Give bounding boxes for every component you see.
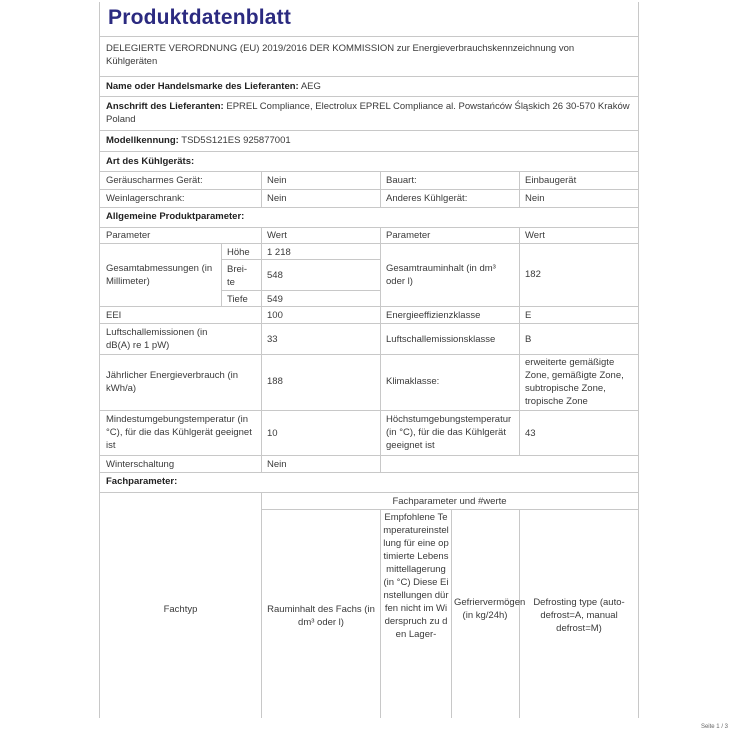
noise-class-label: Luftschallemissionsklasse xyxy=(386,334,496,345)
climate-label: Klimaklasse: xyxy=(386,376,440,387)
min-temp-value: 10 xyxy=(267,428,278,439)
climate-value: erweiterte gemäßigte Zone, gemäßigte Zone, subtropische Zone, tropische Zone xyxy=(525,357,624,407)
volume-label: Gesamtrauminhalt (in dm³ oder l) xyxy=(386,263,496,287)
noise-label: Luftschallemissionen (in dB(A) re 1 pW) xyxy=(106,327,208,351)
type-heading-row xyxy=(100,151,638,171)
supplier-address-row xyxy=(100,96,638,130)
supplier-address-label: Anschrift des Lieferanten: xyxy=(106,101,224,112)
max-temp-value: 43 xyxy=(525,428,536,439)
general-heading: Allgemeine Produktparameter: xyxy=(106,211,245,222)
param-header-row xyxy=(100,227,638,243)
energy-row xyxy=(100,354,638,410)
eei-row xyxy=(100,306,638,323)
depth-value: 549 xyxy=(267,294,283,305)
compartment-table xyxy=(100,492,638,718)
compartment-defrost-header: Defrosting type (auto-defrost=A, manual defrost=M) xyxy=(533,597,625,634)
height-value: 1 218 xyxy=(267,247,291,258)
supplier-address-value: EPREL Compliance, Electrolux EPREL Compliance al. Powstańców Śląskich 26 30-570 Kraków Poland xyxy=(106,101,630,125)
compartment-heading: Fachparameter: xyxy=(106,476,178,487)
page-number: Seite 1 / 3 xyxy=(700,724,728,730)
value-header-2: Wert xyxy=(525,230,545,241)
eff-class-label: Energieeffizienzklasse xyxy=(386,310,481,321)
compartment-temp-header: Empfohlene Temperatureinstellung für eine optimierte Lebensmittellagerung (in °C) Diese Einstellungen dürfen nicht im Widerspruch zu den Lager- xyxy=(383,512,449,640)
other-label: Anderes Kühlgerät: xyxy=(386,193,468,204)
type-heading: Art des Kühlgeräts: xyxy=(106,156,195,167)
regulation-row xyxy=(100,36,638,76)
model-label: Modellkennung: xyxy=(106,135,179,146)
compartment-heading-row xyxy=(100,472,638,492)
param-header-1: Parameter xyxy=(106,230,151,241)
compartment-volume-header: Rauminhalt des Fachs (in dm³ oder l) xyxy=(267,604,375,628)
winter-label: Winterschaltung xyxy=(106,459,175,470)
wine-label: Weinlagerschrank: xyxy=(106,193,185,204)
type-row xyxy=(100,171,638,189)
energy-label: Jährlicher Energieverbrauch (in kWh/a) xyxy=(106,370,239,394)
winter-value: Nein xyxy=(267,459,287,470)
page-title: Produktdatenblatt xyxy=(108,6,292,29)
height-label: Höhe xyxy=(227,247,250,258)
model-value: TSD5S121ES 925877001 xyxy=(181,135,291,146)
supplier-name-row xyxy=(100,76,638,96)
supplier-name-label: Name oder Handelsmarke des Lieferanten: xyxy=(106,81,299,92)
wine-value: Nein xyxy=(267,193,287,204)
min-temp-label: Mindestumgebungstemperatur (in °C), für die das Kühlgerät geeignet ist xyxy=(106,414,252,451)
dimensions-label: Gesamtabmessungen (in Millimeter) xyxy=(106,263,213,287)
width-label: Brei-te xyxy=(227,264,248,288)
value-header-1: Wert xyxy=(267,230,287,241)
param-header-2: Parameter xyxy=(386,230,431,241)
quiet-value: Nein xyxy=(267,175,287,186)
volume-value: 182 xyxy=(525,269,541,280)
datasheet-page xyxy=(99,2,639,718)
eei-label: EEI xyxy=(106,310,122,321)
design-label: Bauart: xyxy=(386,175,417,186)
winter-row xyxy=(100,455,638,472)
noise-row xyxy=(100,323,638,354)
eff-class-value: E xyxy=(525,310,532,321)
type-row xyxy=(100,189,638,207)
quiet-label: Geräuscharmes Gerät: xyxy=(106,175,203,186)
general-heading-row xyxy=(100,207,638,227)
model-row xyxy=(100,130,638,151)
design-value: Einbaugerät xyxy=(525,175,577,186)
compartment-type-header: Fachtyp xyxy=(163,604,198,615)
compartment-group-header: Fachparameter und #werte xyxy=(392,496,507,507)
eei-value: 100 xyxy=(267,310,283,321)
depth-label: Tiefe xyxy=(227,294,248,305)
supplier-name-value: AEG xyxy=(300,81,321,92)
noise-value: 33 xyxy=(267,334,278,345)
noise-class-value: B xyxy=(525,334,532,345)
dimensions-row xyxy=(100,243,638,306)
other-value: Nein xyxy=(525,193,545,204)
compartment-freeze-header: Gefriervermögen (in kg/24h) xyxy=(454,597,526,621)
max-temp-label: Höchstumgebungstemperatur (in °C), für die das Kühlgerät geeignet ist xyxy=(386,414,512,451)
energy-value: 188 xyxy=(267,376,283,387)
width-value: 548 xyxy=(267,270,283,281)
temperature-row xyxy=(100,410,638,455)
regulation-text: DELEGIERTE VERORDNUNG (EU) 2019/2016 DER KOMMISSION zur Energieverbrauchskennzeichnung von Kühlgeräten xyxy=(106,43,575,67)
